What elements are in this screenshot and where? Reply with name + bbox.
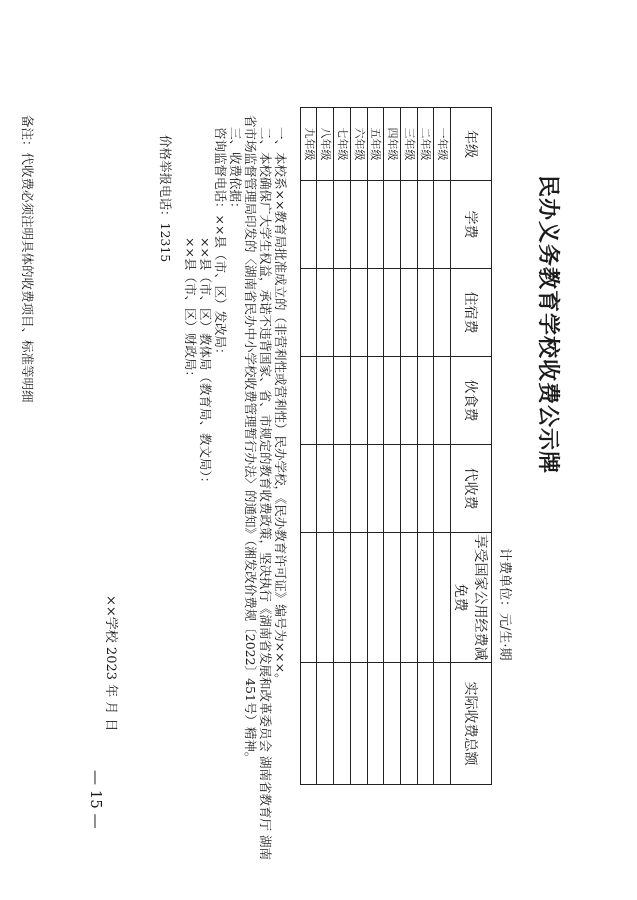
grade-cell: 九年级 xyxy=(300,108,317,181)
table-row xyxy=(350,108,367,785)
fee-cell xyxy=(384,181,401,269)
grade-cell: 三年级 xyxy=(400,108,417,181)
page-title: 民办义务教育学校收费公示牌 xyxy=(535,175,561,475)
fee-cell xyxy=(434,357,451,445)
header-cell: 年级 xyxy=(451,108,492,181)
table-header-row xyxy=(451,108,492,785)
fee-cell xyxy=(400,357,417,445)
fee-cell xyxy=(317,269,334,357)
grade-cell: 六年级 xyxy=(350,108,367,181)
table-row xyxy=(300,108,317,785)
fee-cell xyxy=(300,445,317,533)
fee-cell xyxy=(334,533,351,663)
grade-cell: 一年级 xyxy=(434,108,451,181)
fee-cell xyxy=(400,533,417,663)
fee-cell xyxy=(434,269,451,357)
fee-cell xyxy=(350,181,367,269)
table-row xyxy=(434,108,451,785)
fee-cell xyxy=(317,181,334,269)
fee-cell xyxy=(367,445,384,533)
table-row xyxy=(417,108,434,785)
fee-cell xyxy=(367,663,384,785)
fee-cell xyxy=(367,269,384,357)
header-cell: 伙食费 xyxy=(451,357,492,445)
fee-cell xyxy=(334,357,351,445)
school-signature: ××学校 2023 年 月 日 xyxy=(103,595,118,732)
grade-cell: 四年级 xyxy=(384,108,401,181)
fee-cell xyxy=(400,663,417,785)
fee-cell xyxy=(350,357,367,445)
fee-cell xyxy=(300,357,317,445)
grade-cell: 七年级 xyxy=(334,108,351,181)
fee-cell xyxy=(334,663,351,785)
fee-cell xyxy=(417,181,434,269)
remark: 备注：代收费必须注明具体的收费项目、标准等明细 xyxy=(20,115,35,403)
header-cell: 代收费 xyxy=(451,445,492,533)
fee-cell xyxy=(300,533,317,663)
fee-cell xyxy=(384,269,401,357)
fee-cell xyxy=(434,663,451,785)
fee-cell xyxy=(417,445,434,533)
fee-cell xyxy=(367,181,384,269)
fee-cell xyxy=(300,181,317,269)
grade-cell: 二年级 xyxy=(417,108,434,181)
table-row xyxy=(384,108,401,785)
fee-cell xyxy=(434,533,451,663)
fee-cell xyxy=(367,357,384,445)
header-cell: 实际收费总额 xyxy=(451,663,492,785)
note-line: 三、收费依据： xyxy=(228,127,243,215)
table-row xyxy=(317,108,334,785)
fee-cell xyxy=(417,357,434,445)
fee-cell xyxy=(400,269,417,357)
fee-cell xyxy=(400,181,417,269)
fee-cell xyxy=(434,181,451,269)
note-line: ××县（市、区）财政局： xyxy=(183,237,198,383)
fee-cell xyxy=(317,357,334,445)
table-row xyxy=(400,108,417,785)
fee-cell xyxy=(384,533,401,663)
fee-cell xyxy=(434,445,451,533)
fee-cell xyxy=(317,663,334,785)
fee-cell xyxy=(334,181,351,269)
header-cell: 住宿费 xyxy=(451,269,492,357)
fee-table xyxy=(300,107,492,785)
fee-cell xyxy=(367,533,384,663)
unit-label: 计费单位：元/生·期 xyxy=(497,548,512,661)
fee-cell xyxy=(317,533,334,663)
header-cell: 学费 xyxy=(451,181,492,269)
table-row xyxy=(334,108,351,785)
fee-cell xyxy=(384,663,401,785)
page-number: — 15 — xyxy=(87,770,105,829)
fee-cell xyxy=(384,445,401,533)
header-cell: 享受国家公用经费减免费 xyxy=(451,533,492,663)
fee-cell xyxy=(334,269,351,357)
fee-cell xyxy=(417,663,434,785)
note-line: 咨询监督电话：××县（市、区）发改局： xyxy=(213,127,228,361)
fee-cell xyxy=(384,357,401,445)
table-row xyxy=(367,108,384,785)
fee-cell xyxy=(317,445,334,533)
note-line: 省市场监督管理局印发的〈湖南省民办中小学校收费管理暂行办法〉的通知》（湘发改价费规〔2022〕451号）精神。 xyxy=(243,115,258,765)
note-line: 一、本校系××教育局批准成立的（非营利性或营利性）民办学校，《民办教育许可证》编号为×××。 xyxy=(273,127,288,686)
grade-cell: 八年级 xyxy=(317,108,334,181)
fee-cell xyxy=(350,663,367,785)
note-line: 二、本校确保广大学生权益，承诺不违背国家、省、市规定的教育收费政策，坚决执行《湖南省发展和改革委员会 湖南省教育厅 湖南 xyxy=(258,127,273,860)
fee-cell xyxy=(400,445,417,533)
notes-block xyxy=(158,115,288,860)
fee-cell xyxy=(417,533,434,663)
fee-cell xyxy=(300,269,317,357)
fee-cell xyxy=(334,445,351,533)
note-line: 价格举报电话：12315 xyxy=(158,135,173,263)
fee-cell xyxy=(417,269,434,357)
fee-cell xyxy=(350,533,367,663)
fee-cell xyxy=(350,269,367,357)
note-line: ××县（市、区）教体局（教育局、教文局）： xyxy=(198,237,213,490)
grade-cell: 五年级 xyxy=(367,108,384,181)
fee-cell xyxy=(350,445,367,533)
fee-cell xyxy=(300,663,317,785)
